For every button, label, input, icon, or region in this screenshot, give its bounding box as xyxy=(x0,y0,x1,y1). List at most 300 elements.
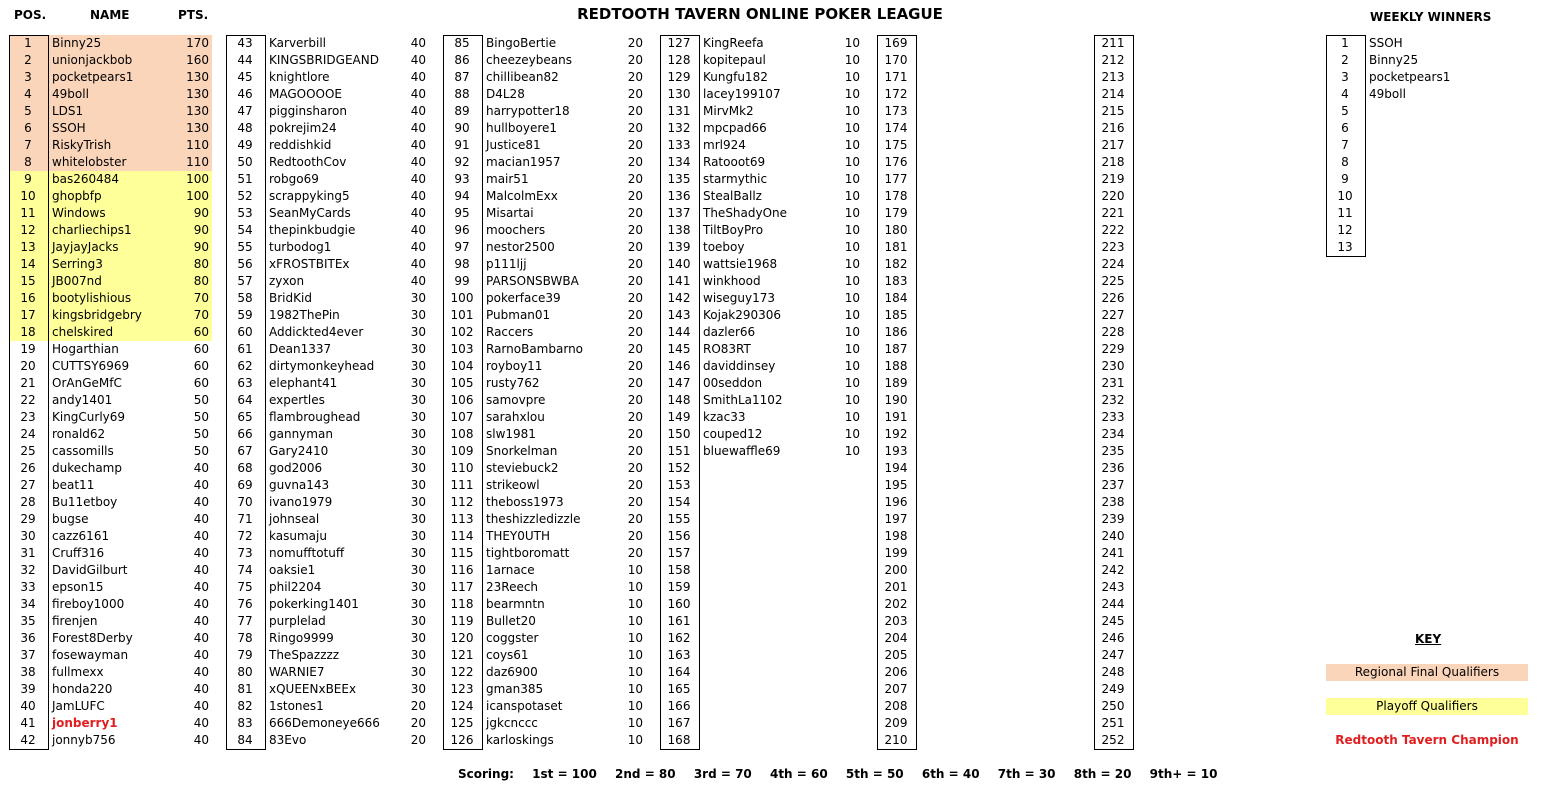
row-position: 88 xyxy=(454,87,470,101)
row-position: 19 xyxy=(20,342,36,356)
table-row xyxy=(226,307,436,324)
table-row xyxy=(877,341,1087,358)
table-row xyxy=(877,715,1087,732)
row-position: 191 xyxy=(884,410,908,424)
table-row xyxy=(660,630,870,647)
row-player-name: rusty762 xyxy=(486,376,540,390)
row-player-name: SmithLa1102 xyxy=(703,393,783,407)
row-position: 17 xyxy=(20,308,36,322)
row-player-name: KingReefa xyxy=(703,36,764,50)
table-row xyxy=(9,715,219,732)
row-points: 40 xyxy=(410,189,426,203)
row-player-name: Snorkelman xyxy=(486,444,558,458)
row-player-name: charliechips1 xyxy=(52,223,132,237)
table-row xyxy=(226,120,436,137)
row-position: 43 xyxy=(237,36,253,50)
row-position: 249 xyxy=(1101,682,1125,696)
table-row xyxy=(1094,409,1304,426)
row-points: 40 xyxy=(410,172,426,186)
row-player-name: theshizzledizzle xyxy=(486,512,581,526)
row-points: 20 xyxy=(410,733,426,747)
table-row xyxy=(1094,341,1304,358)
row-position: 72 xyxy=(237,529,253,543)
row-points: 20 xyxy=(627,546,643,560)
table-row xyxy=(443,137,653,154)
table-row xyxy=(1094,698,1304,715)
row-points: 30 xyxy=(410,495,426,509)
row-points: 100 xyxy=(186,172,209,186)
row-position: 244 xyxy=(1101,597,1125,611)
row-points: 40 xyxy=(193,546,209,560)
row-position: 152 xyxy=(667,461,691,475)
table-row xyxy=(660,256,870,273)
table-row xyxy=(9,52,219,69)
row-player-name: dirtymonkeyhead xyxy=(269,359,375,373)
table-row xyxy=(660,698,870,715)
row-position: 148 xyxy=(667,393,691,407)
row-player-name: pigginsharon xyxy=(269,104,347,118)
row-player-name: starmythic xyxy=(703,172,768,186)
row-player-name: wattsie1968 xyxy=(703,257,778,271)
row-points: 40 xyxy=(193,733,209,747)
row-points: 10 xyxy=(627,631,643,645)
row-position: 132 xyxy=(667,121,691,135)
table-row xyxy=(443,86,653,103)
table-row xyxy=(443,732,653,749)
table-row xyxy=(226,341,436,358)
table-row xyxy=(443,324,653,341)
row-points: 10 xyxy=(627,597,643,611)
table-row xyxy=(1094,392,1304,409)
table-row xyxy=(877,273,1087,290)
row-player-name: PARSONSBWBA xyxy=(486,274,579,288)
row-position: 153 xyxy=(667,478,691,492)
table-row xyxy=(877,460,1087,477)
table-row xyxy=(877,154,1087,171)
row-points: 40 xyxy=(410,121,426,135)
row-player-name: Kungfu182 xyxy=(703,70,768,84)
row-player-name: pokerking1401 xyxy=(269,597,359,611)
row-player-name: chelskired xyxy=(52,325,114,339)
row-points: 130 xyxy=(186,70,209,84)
row-player-name: oaksie1 xyxy=(269,563,316,577)
row-player-name: icanspotaset xyxy=(486,699,563,713)
row-position: 228 xyxy=(1101,325,1125,339)
table-row xyxy=(877,171,1087,188)
table-row xyxy=(9,205,219,222)
row-position: 91 xyxy=(454,138,470,152)
row-position: 98 xyxy=(454,257,470,271)
table-row xyxy=(443,545,653,562)
row-points: 130 xyxy=(186,87,209,101)
table-row xyxy=(443,341,653,358)
row-points: 10 xyxy=(627,716,643,730)
row-points: 30 xyxy=(410,597,426,611)
row-position: 184 xyxy=(884,291,908,305)
row-points: 20 xyxy=(627,444,643,458)
row-player-name: Bullet20 xyxy=(486,614,536,628)
row-position: 96 xyxy=(454,223,470,237)
table-row xyxy=(1094,188,1304,205)
row-points: 30 xyxy=(410,512,426,526)
weekly-winner-name: SSOH xyxy=(1369,36,1403,50)
row-player-name: ghopbfp xyxy=(52,189,102,203)
table-row xyxy=(1094,477,1304,494)
row-position: 109 xyxy=(450,444,474,458)
row-points: 80 xyxy=(193,257,209,271)
row-player-name: whitelobster xyxy=(52,155,127,169)
row-position: 29 xyxy=(20,512,36,526)
table-row xyxy=(226,222,436,239)
row-player-name: coys61 xyxy=(486,648,529,662)
row-position: 216 xyxy=(1101,121,1125,135)
row-position: 4 xyxy=(24,87,32,101)
row-position: 87 xyxy=(454,70,470,84)
table-row xyxy=(660,715,870,732)
row-position: 138 xyxy=(667,223,691,237)
table-row xyxy=(9,443,219,460)
row-points: 20 xyxy=(627,87,643,101)
row-player-name: nomufftotuff xyxy=(269,546,345,560)
weekly-number: 6 xyxy=(1341,121,1349,135)
scoring-item: 1st = 100 xyxy=(532,767,597,781)
table-row xyxy=(9,290,219,307)
table-row xyxy=(443,477,653,494)
row-position: 26 xyxy=(20,461,36,475)
row-player-name: RiskyTrish xyxy=(52,138,112,152)
row-points: 20 xyxy=(627,512,643,526)
row-position: 74 xyxy=(237,563,253,577)
row-position: 61 xyxy=(237,342,253,356)
row-points: 30 xyxy=(410,427,426,441)
row-player-name: xFROSTBITEx xyxy=(269,257,350,271)
row-points: 20 xyxy=(627,36,643,50)
table-row xyxy=(660,681,870,698)
table-row xyxy=(1094,426,1304,443)
weekly-row xyxy=(1326,171,1526,188)
row-position: 52 xyxy=(237,189,253,203)
table-row xyxy=(443,358,653,375)
row-position: 235 xyxy=(1101,444,1125,458)
row-player-name: jgkcnccc xyxy=(486,716,538,730)
row-position: 192 xyxy=(884,427,908,441)
weekly-number: 7 xyxy=(1341,138,1349,152)
row-position: 137 xyxy=(667,206,691,220)
table-row xyxy=(443,392,653,409)
row-position: 234 xyxy=(1101,427,1125,441)
table-row xyxy=(9,137,219,154)
row-position: 174 xyxy=(884,121,908,135)
row-player-name: strikeowl xyxy=(486,478,540,492)
row-position: 5 xyxy=(24,104,32,118)
table-row xyxy=(226,579,436,596)
table-row xyxy=(9,154,219,171)
table-row xyxy=(226,732,436,749)
row-player-name: royboy11 xyxy=(486,359,543,373)
table-row xyxy=(877,613,1087,630)
row-position: 2 xyxy=(24,53,32,67)
row-points: 10 xyxy=(844,376,860,390)
row-position: 117 xyxy=(450,580,474,594)
row-position: 13 xyxy=(20,240,36,254)
row-player-name: CUTTSY6969 xyxy=(52,359,130,373)
row-player-name: Dean1337 xyxy=(269,342,332,356)
row-points: 10 xyxy=(844,240,860,254)
row-player-name: JB007nd xyxy=(52,274,102,288)
row-position: 65 xyxy=(237,410,253,424)
table-row xyxy=(660,35,870,52)
row-points: 50 xyxy=(193,393,209,407)
row-player-name: knightlore xyxy=(269,70,330,84)
row-position: 233 xyxy=(1101,410,1125,424)
scoring-item: 5th = 50 xyxy=(845,767,904,781)
table-row xyxy=(226,698,436,715)
row-position: 67 xyxy=(237,444,253,458)
row-position: 6 xyxy=(24,121,32,135)
key-champion: Redtooth Tavern Champion xyxy=(1335,733,1519,747)
row-position: 187 xyxy=(884,342,908,356)
table-row xyxy=(877,86,1087,103)
table-row xyxy=(1094,86,1304,103)
scoring-label: Scoring: xyxy=(458,767,514,781)
row-player-name: MAGOOOOE xyxy=(269,87,343,101)
row-player-name: phil2204 xyxy=(269,580,322,594)
row-player-name: guvna143 xyxy=(269,478,330,492)
table-row xyxy=(660,596,870,613)
row-points: 20 xyxy=(627,155,643,169)
table-row xyxy=(660,273,870,290)
table-row xyxy=(877,545,1087,562)
row-position: 7 xyxy=(24,138,32,152)
table-row xyxy=(9,324,219,341)
row-position: 12 xyxy=(20,223,36,237)
table-row xyxy=(660,664,870,681)
row-player-name: fullmexx xyxy=(52,665,104,679)
row-points: 20 xyxy=(627,342,643,356)
table-row xyxy=(660,171,870,188)
weekly-winner-name: 49boll xyxy=(1369,87,1406,101)
table-row xyxy=(1094,171,1304,188)
weekly-row xyxy=(1326,52,1526,69)
table-row xyxy=(877,426,1087,443)
table-row xyxy=(877,103,1087,120)
row-position: 145 xyxy=(667,342,691,356)
table-row xyxy=(877,409,1087,426)
row-points: 40 xyxy=(193,614,209,628)
row-points: 20 xyxy=(627,189,643,203)
row-points: 20 xyxy=(410,716,426,730)
row-player-name: kopitepaul xyxy=(703,53,766,67)
header-pts: PTS. xyxy=(178,8,209,22)
table-row xyxy=(9,358,219,375)
row-position: 89 xyxy=(454,104,470,118)
row-player-name: mpcpad66 xyxy=(703,121,767,135)
row-position: 141 xyxy=(667,274,691,288)
row-position: 176 xyxy=(884,155,908,169)
table-row xyxy=(9,511,219,528)
row-points: 10 xyxy=(844,308,860,322)
row-player-name: 83Evo xyxy=(269,733,307,747)
table-row xyxy=(660,392,870,409)
table-row xyxy=(1094,528,1304,545)
row-position: 165 xyxy=(667,682,691,696)
row-player-name: karloskings xyxy=(486,733,554,747)
row-position: 110 xyxy=(450,461,474,475)
row-position: 10 xyxy=(20,189,36,203)
key-title: KEY xyxy=(1415,632,1442,646)
weekly-number: 4 xyxy=(1341,87,1349,101)
row-position: 105 xyxy=(450,376,474,390)
key-playoff-qualifiers: Playoff Qualifiers xyxy=(1326,698,1528,715)
row-position: 115 xyxy=(450,546,474,560)
row-points: 10 xyxy=(844,53,860,67)
table-row xyxy=(1094,69,1304,86)
row-player-name: steviebuck2 xyxy=(486,461,559,475)
row-position: 221 xyxy=(1101,206,1125,220)
table-row xyxy=(226,205,436,222)
row-points: 160 xyxy=(186,53,209,67)
row-player-name: JayjayJacks xyxy=(52,240,119,254)
scoring-item: 9th+ = 10 xyxy=(1149,767,1218,781)
row-player-name: kasumaju xyxy=(269,529,327,543)
row-player-name: elephant41 xyxy=(269,376,338,390)
row-position: 213 xyxy=(1101,70,1125,84)
row-position: 28 xyxy=(20,495,36,509)
row-player-name: JamLUFC xyxy=(52,699,105,713)
table-row xyxy=(9,426,219,443)
row-points: 40 xyxy=(410,36,426,50)
row-position: 193 xyxy=(884,444,908,458)
row-points: 30 xyxy=(410,342,426,356)
weekly-row xyxy=(1326,86,1526,103)
table-row xyxy=(226,528,436,545)
row-points: 10 xyxy=(844,291,860,305)
row-position: 183 xyxy=(884,274,908,288)
weekly-row xyxy=(1326,239,1526,256)
weekly-row xyxy=(1326,69,1526,86)
table-row xyxy=(443,171,653,188)
row-player-name: turbodog1 xyxy=(269,240,332,254)
table-row xyxy=(1094,358,1304,375)
row-player-name: Cruff316 xyxy=(52,546,105,560)
row-position: 166 xyxy=(667,699,691,713)
table-row xyxy=(660,647,870,664)
row-position: 57 xyxy=(237,274,253,288)
row-position: 181 xyxy=(884,240,908,254)
row-points: 70 xyxy=(193,308,209,322)
table-row xyxy=(443,613,653,630)
row-points: 30 xyxy=(410,444,426,458)
row-player-name: Justice81 xyxy=(486,138,541,152)
row-position: 134 xyxy=(667,155,691,169)
row-points: 20 xyxy=(627,121,643,135)
weekly-row xyxy=(1326,103,1526,120)
row-points: 40 xyxy=(193,563,209,577)
row-player-name: StealBallz xyxy=(703,189,762,203)
row-player-name: Bu11etboy xyxy=(52,495,118,509)
table-row xyxy=(660,188,870,205)
row-position: 219 xyxy=(1101,172,1125,186)
row-player-name: MalcolmExx xyxy=(486,189,558,203)
row-position: 46 xyxy=(237,87,253,101)
row-player-name: gannyman xyxy=(269,427,333,441)
row-points: 30 xyxy=(410,614,426,628)
table-row xyxy=(1094,222,1304,239)
row-points: 40 xyxy=(410,223,426,237)
row-player-name: pokrejim24 xyxy=(269,121,337,135)
table-row xyxy=(443,715,653,732)
row-position: 68 xyxy=(237,461,253,475)
table-row xyxy=(660,358,870,375)
row-points: 40 xyxy=(193,495,209,509)
row-points: 10 xyxy=(844,172,860,186)
table-row xyxy=(1094,290,1304,307)
row-position: 247 xyxy=(1101,648,1125,662)
row-position: 203 xyxy=(884,614,908,628)
table-row xyxy=(226,409,436,426)
row-position: 144 xyxy=(667,325,691,339)
row-position: 180 xyxy=(884,223,908,237)
row-position: 232 xyxy=(1101,393,1125,407)
row-points: 40 xyxy=(193,529,209,543)
table-row xyxy=(660,69,870,86)
row-position: 41 xyxy=(20,716,36,730)
row-player-name: BingoBertie xyxy=(486,36,557,50)
row-player-name: chillibean82 xyxy=(486,70,559,84)
table-row xyxy=(877,698,1087,715)
table-row xyxy=(9,613,219,630)
weekly-number: 13 xyxy=(1337,240,1353,254)
table-row xyxy=(1094,239,1304,256)
row-position: 167 xyxy=(667,716,691,730)
row-position: 224 xyxy=(1101,257,1125,271)
row-player-name: tightboromatt xyxy=(486,546,570,560)
table-row xyxy=(226,426,436,443)
weekly-row xyxy=(1326,35,1526,52)
row-player-name: robgo69 xyxy=(269,172,319,186)
row-position: 53 xyxy=(237,206,253,220)
table-row xyxy=(877,647,1087,664)
row-position: 15 xyxy=(20,274,36,288)
row-points: 20 xyxy=(627,70,643,84)
table-row xyxy=(1094,732,1304,749)
row-player-name: THEY0UTH xyxy=(486,529,551,543)
page-title: REDTOOTH TAVERN ONLINE POKER LEAGUE xyxy=(577,5,943,23)
row-position: 113 xyxy=(450,512,474,526)
table-row xyxy=(877,307,1087,324)
scoring-item: 3rd = 70 xyxy=(693,767,752,781)
table-row xyxy=(443,426,653,443)
row-position: 231 xyxy=(1101,376,1125,390)
table-row xyxy=(443,69,653,86)
row-position: 30 xyxy=(20,529,36,543)
row-points: 30 xyxy=(410,308,426,322)
row-position: 97 xyxy=(454,240,470,254)
row-position: 24 xyxy=(20,427,36,441)
row-points: 40 xyxy=(410,138,426,152)
table-row xyxy=(226,86,436,103)
row-player-name: OrAnGeMfC xyxy=(52,376,122,390)
table-row xyxy=(660,443,870,460)
row-position: 198 xyxy=(884,529,908,543)
row-points: 10 xyxy=(844,138,860,152)
table-row xyxy=(443,256,653,273)
row-position: 178 xyxy=(884,189,908,203)
weekly-row xyxy=(1326,188,1526,205)
table-row xyxy=(443,460,653,477)
table-row xyxy=(1094,511,1304,528)
header-pos: POS. xyxy=(14,8,47,22)
